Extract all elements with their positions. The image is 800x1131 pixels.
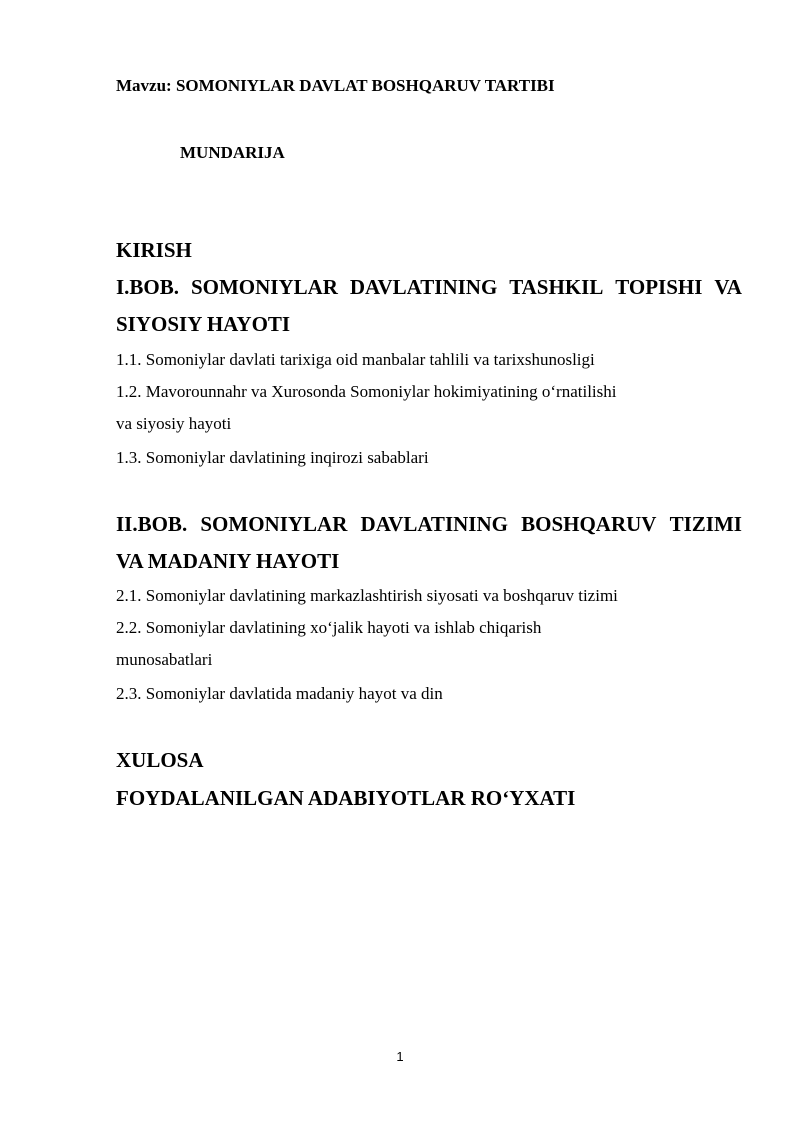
toc-item-1-1: 1.1. Somoniylar davlati tarixiga oid manbalar tahlili va tarixshunosligi (116, 350, 595, 369)
chapter2-word: BOSHQARUV (521, 512, 657, 536)
chapter2-word: II.BOB. (116, 512, 188, 536)
toc-conclusion: XULOSA (116, 748, 204, 772)
toc-item-1-2-cont: va siyosiy hayoti (116, 414, 232, 433)
chapter1-title-line2: SIYOSIY HAYOTI (116, 312, 291, 336)
toc-item-2-2: 2.2. Somoniylar davlatining xo‘jalik hayoti va ishlab chiqarish (116, 618, 542, 637)
chapter1-word: TASHKIL (509, 275, 604, 299)
toc-references: FOYDALANILGAN ADABIYOTLAR RO‘YXATI (116, 786, 576, 810)
chapter1-word: TOPISHI (615, 275, 703, 299)
toc-item-2-3: 2.3. Somoniylar davlatida madaniy hayot va din (116, 684, 443, 703)
chapter2-title-line1 (116, 512, 742, 537)
chapter1-word: VA (714, 275, 742, 299)
chapter1-word: SOMONIYLAR (190, 275, 338, 299)
chapter2-word: SOMONIYLAR (200, 512, 348, 536)
toc-item-2-1: 2.1. Somoniylar davlatining markazlashtirish siyosati va boshqaruv tizimi (116, 586, 618, 605)
chapter2-word: DAVLATINING (360, 512, 508, 536)
chapter2-word: TIZIMI (669, 512, 742, 536)
toc-intro: KIRISH (116, 238, 192, 262)
chapter1-word: I.BOB. (116, 275, 180, 299)
chapter2-title-line2: VA MADANIY HAYOTI (116, 549, 340, 573)
topic-title: Mavzu: SOMONIYLAR DAVLAT BOSHQARUV TARTIBI (116, 76, 555, 95)
contents-heading: MUNDARIJA (180, 143, 285, 162)
toc-item-2-2-cont: munosabatlari (116, 650, 213, 669)
toc-item-1-2: 1.2. Mavorounnahr va Xurosonda Somoniylar hokimiyatining o‘rnatilishi (116, 382, 617, 401)
toc-item-1-3: 1.3. Somoniylar davlatining inqirozi sabablari (116, 448, 429, 467)
page-number: 1 (396, 1049, 404, 1064)
chapter1-word: DAVLATINING (349, 275, 498, 299)
chapter1-title-line1 (116, 275, 742, 300)
